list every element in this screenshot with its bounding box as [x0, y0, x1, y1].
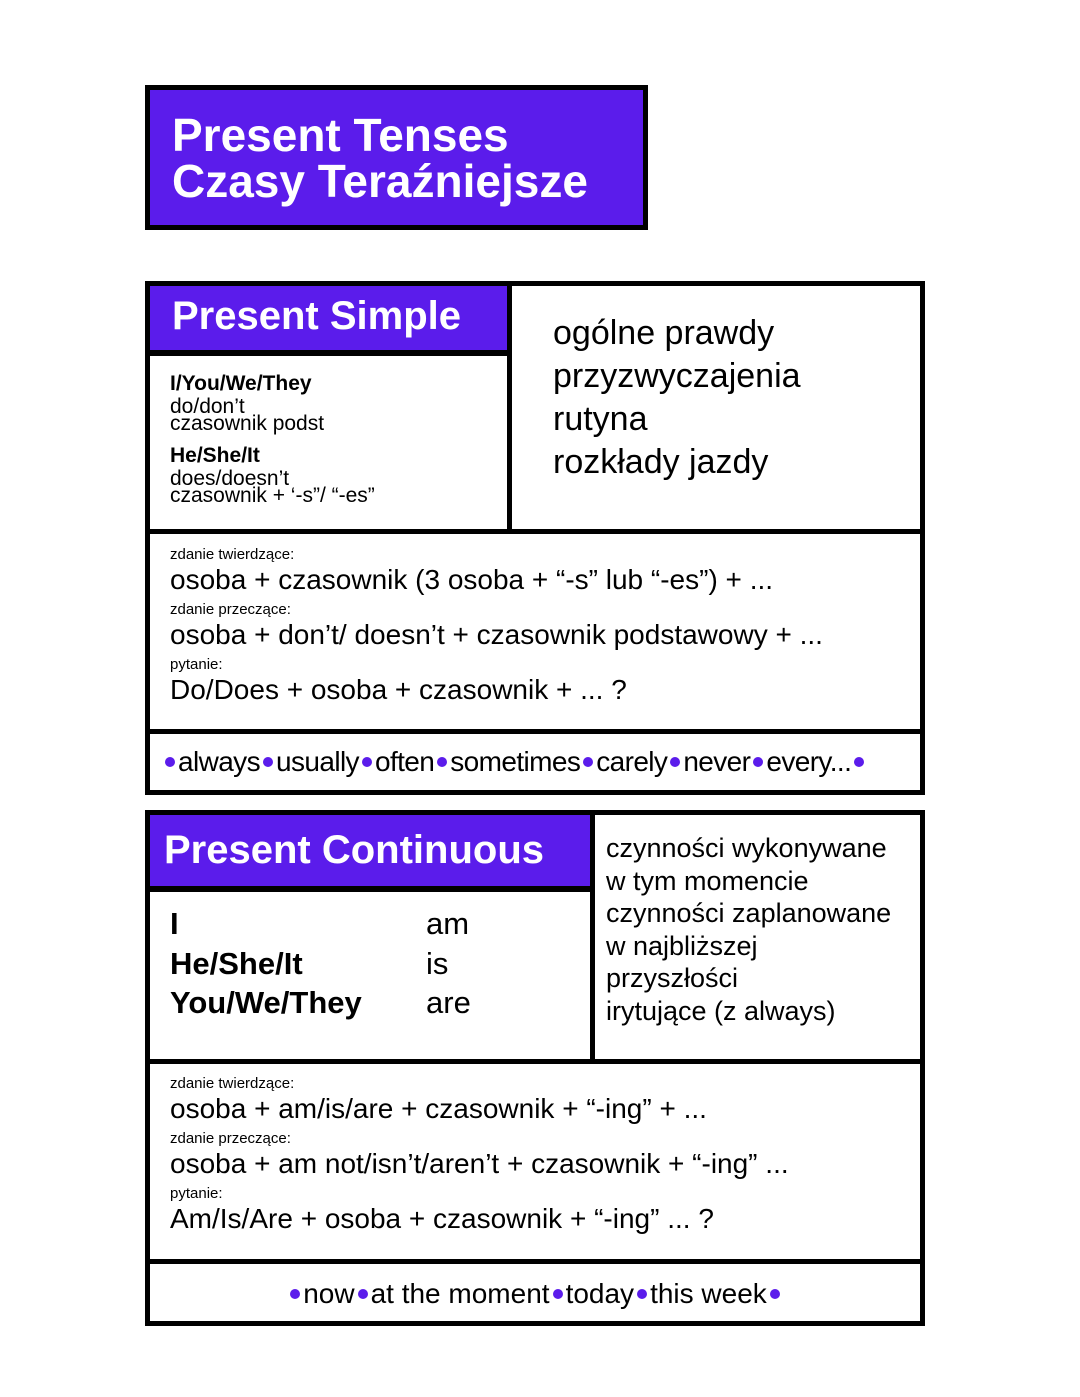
rule-label: pytanie: — [170, 656, 223, 673]
time-expression: now — [303, 1278, 355, 1309]
auxiliary: am — [426, 906, 470, 941]
present-simple-time-expressions — [150, 740, 920, 784]
time-expression: often — [374, 746, 435, 777]
rule-formula: osoba + czasownik (3 osoba + “-s” lub “-es”) + ... — [170, 564, 774, 595]
time-expression: sometimes — [450, 746, 581, 777]
time-expression: at the moment — [370, 1278, 550, 1309]
present-continuous-header: Present Continuous — [150, 815, 590, 892]
bullet-icon — [770, 1289, 780, 1299]
bullet-icon — [290, 1289, 300, 1299]
present-continuous-rules — [170, 1075, 789, 1240]
rule-label: pytanie: — [170, 1185, 223, 1202]
use-item: w tym momencie — [606, 865, 809, 896]
auxiliary: do/don’t — [170, 395, 245, 418]
verb-form: czasownik + ‘-s”/ “-es” — [170, 484, 375, 507]
bullet-icon — [437, 757, 447, 767]
subject: I/You/We/They — [170, 372, 312, 395]
bullet-icon — [263, 757, 273, 767]
bullet-icon — [362, 757, 372, 767]
bullet-icon — [854, 757, 864, 767]
rule-formula: Do/Does + osoba + czasownik + ... ? — [170, 674, 627, 705]
rule-formula: Am/Is/Are + osoba + czasownik + “-ing” ... ? — [170, 1203, 714, 1234]
use-item: czynności zaplanowane — [606, 898, 892, 928]
present-simple-section — [145, 281, 925, 795]
auxiliary: are — [426, 985, 471, 1020]
subject: He/She/It — [170, 945, 303, 981]
use-item: ogólne prawdy — [553, 314, 775, 352]
subject: I — [170, 906, 179, 941]
divider — [150, 729, 920, 734]
time-expression: always — [178, 746, 260, 777]
column-divider — [507, 286, 512, 530]
rule-label: zdanie twierdzące: — [170, 546, 295, 563]
rule-label: zdanie twierdzące: — [170, 1075, 295, 1092]
present-simple-rules — [170, 546, 823, 711]
bullet-icon — [753, 757, 763, 767]
present-simple-header: Present Simple — [150, 286, 507, 356]
bullet-icon — [583, 757, 593, 767]
bullet-icon — [165, 757, 175, 767]
rule-formula: osoba + am/is/are + czasownik + “-ing” + ... — [170, 1093, 707, 1124]
use-item: rozkłady jazdy — [553, 443, 769, 481]
form-row — [170, 983, 471, 1023]
auxiliary: is — [426, 945, 449, 981]
title-english: Present Tenses — [172, 109, 509, 161]
verb-form: czasownik podst — [170, 412, 325, 435]
use-item: rutyna — [553, 400, 648, 438]
time-expression: carely — [596, 746, 668, 777]
bullet-icon — [553, 1289, 563, 1299]
bullet-icon — [358, 1289, 368, 1299]
use-item: czynności wykonywane — [606, 833, 887, 863]
time-expression: never — [683, 746, 751, 777]
time-expression: today — [565, 1278, 635, 1309]
form-group — [170, 372, 500, 435]
rule-formula: osoba + am not/isn’t/aren’t + czasownik + “-ing” ... — [170, 1148, 789, 1179]
divider — [150, 1259, 920, 1264]
present-continuous-uses — [606, 832, 891, 1027]
present-simple-forms — [170, 372, 500, 516]
present-continuous-section — [145, 810, 925, 1326]
divider — [150, 1059, 920, 1064]
column-divider — [590, 815, 595, 1060]
present-continuous-forms — [170, 904, 471, 1023]
time-expression: this week — [650, 1278, 767, 1309]
form-row — [170, 944, 471, 984]
use-item: irytujące (z always) — [606, 995, 836, 1026]
rule-label: zdanie przeczące: — [170, 601, 291, 618]
subject: He/She/It — [170, 444, 260, 467]
time-expression: every... — [766, 746, 852, 777]
subject: You/We/They — [170, 985, 362, 1020]
divider — [150, 529, 920, 534]
present-simple-uses — [553, 312, 801, 484]
bullet-icon — [670, 757, 680, 767]
use-item: w najbliższej — [606, 930, 758, 961]
use-item: przyzwyczajenia — [553, 357, 801, 395]
use-item: przyszłości — [606, 963, 739, 993]
time-expression: usually — [276, 746, 359, 777]
present-continuous-time-expressions — [150, 1269, 920, 1319]
form-group — [170, 444, 500, 507]
form-row — [170, 904, 471, 944]
page-title — [145, 85, 648, 230]
rule-formula: osoba + don’t/ doesn’t + czasownik podstawowy + ... — [170, 619, 823, 650]
rule-label: zdanie przeczące: — [170, 1130, 291, 1147]
auxiliary: does/doesn’t — [170, 467, 290, 490]
bullet-icon — [637, 1289, 647, 1299]
title-polish: Czasy Teraźniejsze — [172, 155, 588, 207]
